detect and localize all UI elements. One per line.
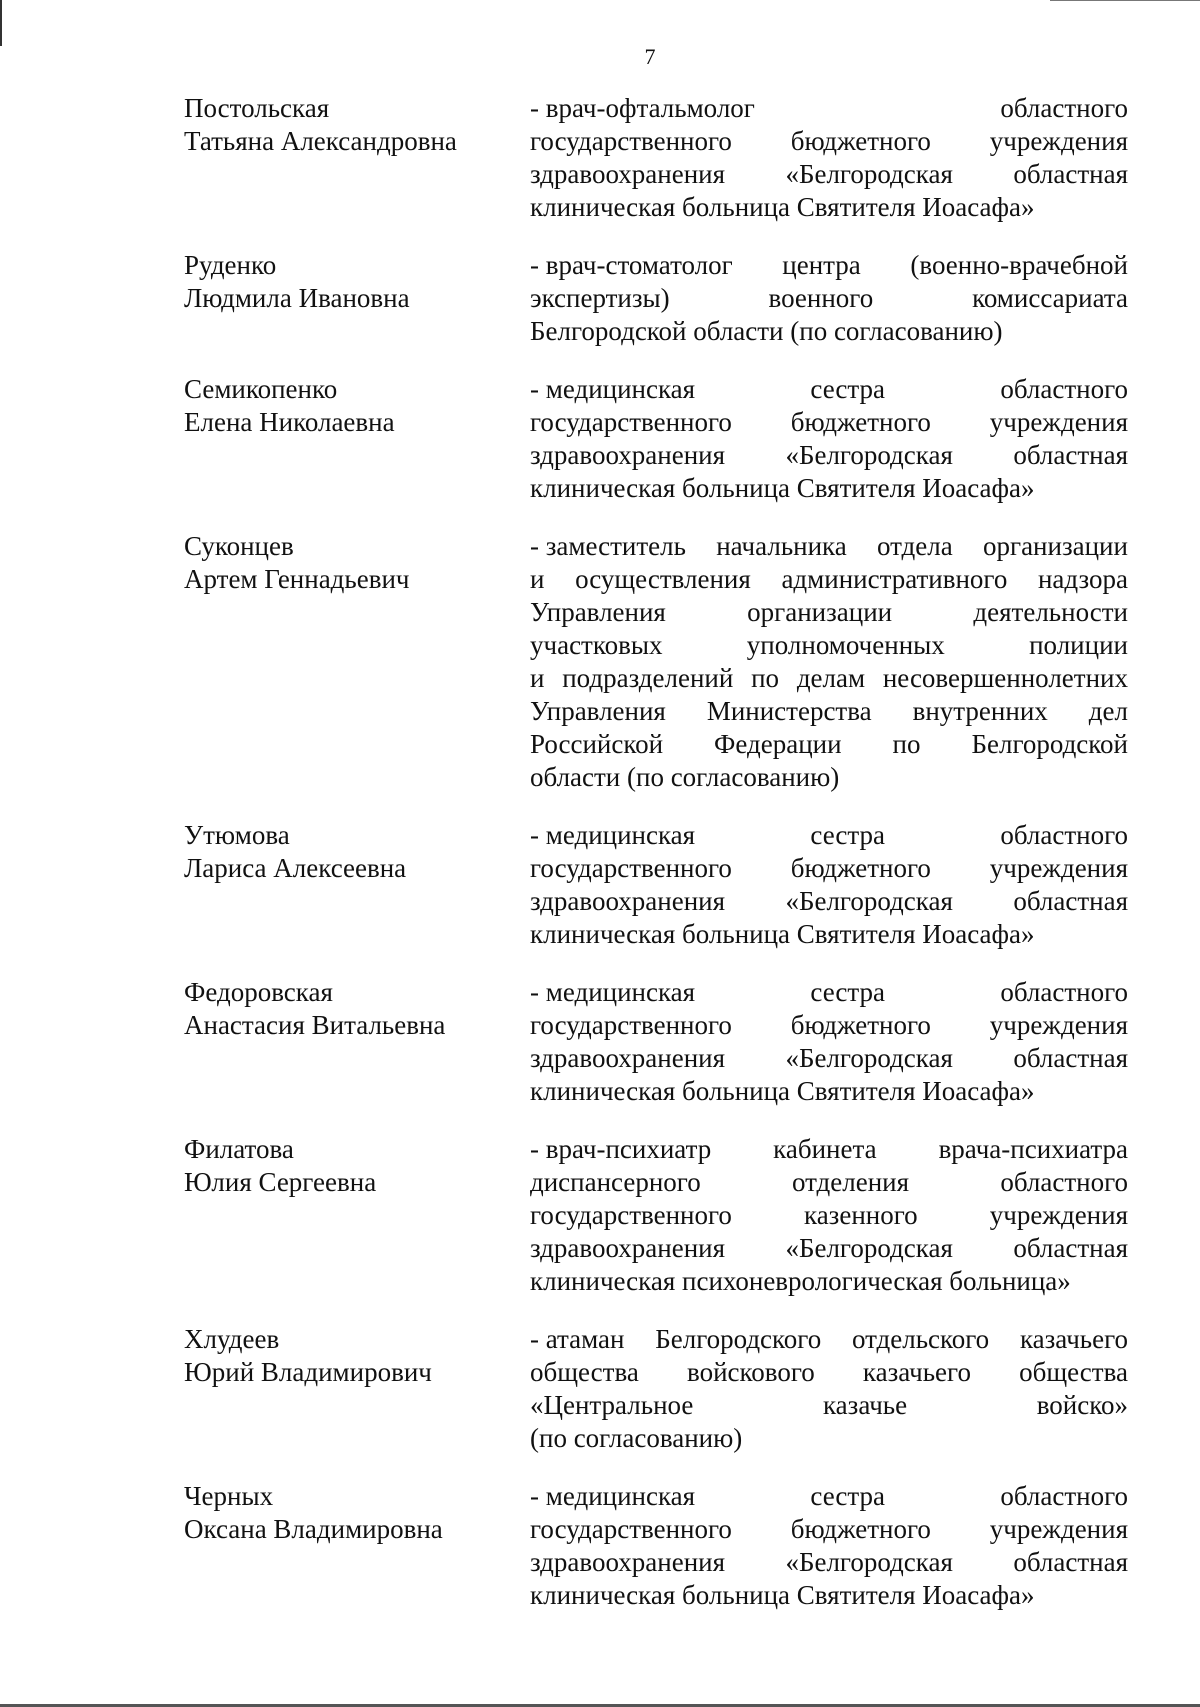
commission-member-list <box>0 92 1200 1637</box>
member-role <box>530 1480 1128 1612</box>
member-role <box>530 530 1128 794</box>
role-line <box>530 92 1128 125</box>
role-text: бюджетного <box>790 1514 931 1544</box>
role-text: Управления <box>530 696 666 726</box>
role-text: Федерации <box>714 729 842 759</box>
role-text: Российской <box>530 729 664 759</box>
role-text: Министерства <box>706 696 872 726</box>
role-text: казачье <box>822 1390 908 1420</box>
role-text: полиции <box>1029 630 1128 660</box>
member-given-names: Юрий Владимирович <box>184 1357 432 1387</box>
role-line <box>530 439 1128 472</box>
role-text: учреждения <box>989 407 1128 437</box>
role-line <box>530 1579 1128 1612</box>
role-text: областная <box>1013 1233 1128 1263</box>
role-text: «Белгородская <box>785 159 953 189</box>
role-text: экспертизы) <box>530 283 670 313</box>
role-text: клиническая больница Святителя Иоасафа» <box>530 919 1035 949</box>
role-text: областного <box>1000 977 1128 1007</box>
role-line <box>530 249 1128 282</box>
member-name <box>184 373 465 505</box>
role-text: областная <box>1013 1043 1128 1073</box>
role-text: бюджетного <box>790 126 931 156</box>
role-text: областного <box>1000 93 1128 123</box>
role-text: государственного <box>530 1514 732 1544</box>
role-line <box>530 472 1128 505</box>
role-text: здравоохранения <box>530 1233 726 1263</box>
role-line <box>530 1389 1128 1422</box>
role-text: казачьего <box>1019 1324 1128 1354</box>
member-role <box>530 819 1128 951</box>
member-name <box>184 1480 465 1612</box>
role-line <box>530 1422 1128 1455</box>
role-text: внутренних <box>912 696 1048 726</box>
role-text: - медицинская <box>530 977 696 1007</box>
role-line <box>530 1199 1128 1232</box>
role-text: «Белгородская <box>785 1547 953 1577</box>
page-number: 7 <box>644 44 656 69</box>
role-text: здравоохранения <box>530 159 726 189</box>
role-line <box>530 406 1128 439</box>
member-surname: Семикопенко <box>184 374 338 404</box>
role-text: учреждения <box>989 1514 1128 1544</box>
role-text: отдела <box>876 531 953 561</box>
role-line <box>530 1232 1128 1265</box>
role-text: участковых <box>530 630 663 660</box>
member-role <box>530 1133 1128 1298</box>
role-text: по <box>751 663 780 693</box>
member-role <box>530 1323 1128 1455</box>
role-text: областная <box>1013 1547 1128 1577</box>
member-name <box>184 976 465 1108</box>
role-text: Управления <box>530 597 666 627</box>
role-text: диспансерного <box>530 1167 701 1197</box>
role-text: здравоохранения <box>530 886 726 916</box>
role-text: государственного <box>530 126 732 156</box>
role-text: военного <box>768 283 874 313</box>
role-line <box>530 530 1128 563</box>
role-text: надзора <box>1037 564 1128 594</box>
role-text: государственного <box>530 853 732 883</box>
role-text: здравоохранения <box>530 440 726 470</box>
role-line <box>530 1009 1128 1042</box>
role-line <box>530 1480 1128 1513</box>
member-entry <box>0 1480 1200 1612</box>
role-text: «Белгородская <box>785 886 953 916</box>
role-line <box>530 158 1128 191</box>
member-entry <box>0 1323 1200 1455</box>
role-text: «Белгородская <box>785 1233 953 1263</box>
member-surname: Руденко <box>184 250 277 280</box>
role-text: бюджетного <box>790 853 931 883</box>
role-text: врача-психиатра <box>938 1134 1128 1164</box>
role-text: и <box>530 564 545 594</box>
role-text: клиническая больница Святителя Иоасафа» <box>530 473 1035 503</box>
role-line <box>530 1075 1128 1108</box>
role-line <box>530 662 1128 695</box>
member-given-names: Юлия Сергеевна <box>184 1167 377 1197</box>
role-text: государственного <box>530 1010 732 1040</box>
role-line <box>530 728 1128 761</box>
role-text: бюджетного <box>790 407 931 437</box>
role-text: казенного <box>803 1200 918 1230</box>
member-role <box>530 249 1128 348</box>
role-text: сестра <box>810 1481 885 1511</box>
role-line <box>530 1546 1128 1579</box>
role-text: бюджетного <box>790 1010 931 1040</box>
role-text: (по согласованию) <box>530 1423 743 1453</box>
role-text: подразделений <box>562 663 734 693</box>
role-text: учреждения <box>989 1200 1128 1230</box>
role-text: области (по согласованию) <box>530 762 840 792</box>
role-text: деятельности <box>973 597 1128 627</box>
role-text: организации <box>983 531 1128 561</box>
role-text: казачьего <box>862 1357 971 1387</box>
role-line <box>530 596 1128 629</box>
role-text: клиническая больница Святителя Иоасафа» <box>530 1580 1035 1610</box>
role-text: Белгородского <box>655 1324 822 1354</box>
member-name <box>184 249 465 348</box>
role-text: областная <box>1013 886 1128 916</box>
member-entry <box>0 373 1200 505</box>
member-entry <box>0 92 1200 224</box>
role-text: областная <box>1013 440 1128 470</box>
member-entry <box>0 249 1200 348</box>
role-text: несовершеннолетних <box>882 663 1128 693</box>
role-text: «Центральное <box>530 1390 694 1420</box>
role-text: - заместитель <box>530 531 686 561</box>
role-text: (военно-врачебной <box>910 250 1128 280</box>
member-role <box>530 976 1128 1108</box>
role-line <box>530 563 1128 596</box>
member-surname: Постольская <box>184 93 330 123</box>
role-text: сестра <box>810 820 885 850</box>
member-surname: Федоровская <box>184 977 333 1007</box>
role-line <box>530 918 1128 951</box>
role-text: - атаман <box>530 1324 625 1354</box>
member-surname: Черных <box>184 1481 274 1511</box>
role-line <box>530 373 1128 406</box>
role-text: по <box>892 729 921 759</box>
role-text: здравоохранения <box>530 1547 726 1577</box>
member-given-names: Оксана Владимировна <box>184 1514 443 1544</box>
member-entry <box>0 976 1200 1108</box>
role-text: общества <box>1019 1357 1128 1387</box>
role-text: сестра <box>810 977 885 1007</box>
member-role <box>530 92 1128 224</box>
role-text: дел <box>1088 696 1128 726</box>
role-text: общества <box>530 1357 639 1387</box>
member-name <box>184 1323 465 1455</box>
role-text: «Белгородская <box>785 1043 953 1073</box>
role-line <box>530 282 1128 315</box>
role-text: начальника <box>716 531 847 561</box>
role-line <box>530 695 1128 728</box>
role-text: и <box>530 663 545 693</box>
role-line <box>530 1265 1128 1298</box>
role-line <box>530 1042 1128 1075</box>
role-line <box>530 315 1128 348</box>
member-entry <box>0 1133 1200 1298</box>
role-line <box>530 1356 1128 1389</box>
member-given-names: Татьяна Александровна <box>184 126 457 156</box>
role-line <box>530 191 1128 224</box>
role-text: делам <box>796 663 866 693</box>
role-line <box>530 761 1128 794</box>
member-name <box>184 92 465 224</box>
member-entry <box>0 819 1200 951</box>
role-text: - врач-офтальмолог <box>530 93 755 123</box>
role-text: областного <box>1000 820 1128 850</box>
scan-edge-mark-left <box>0 0 2 46</box>
role-line <box>530 629 1128 662</box>
role-line <box>530 885 1128 918</box>
role-line <box>530 1323 1128 1356</box>
role-text: учреждения <box>989 853 1128 883</box>
role-text: клиническая больница Святителя Иоасафа» <box>530 1076 1035 1106</box>
member-given-names: Елена Николаевна <box>184 407 395 437</box>
role-text: - медицинская <box>530 1481 696 1511</box>
role-line <box>530 1166 1128 1199</box>
role-text: отделения <box>791 1167 910 1197</box>
role-text: - медицинская <box>530 820 696 850</box>
role-text: государственного <box>530 407 732 437</box>
member-surname: Хлудеев <box>184 1324 280 1354</box>
role-line <box>530 976 1128 1009</box>
role-text: кабинета <box>773 1134 877 1164</box>
role-text: Белгородской области (по согласованию) <box>530 316 1003 346</box>
member-name <box>184 530 465 794</box>
role-text: организации <box>747 597 893 627</box>
role-text: здравоохранения <box>530 1043 726 1073</box>
role-text: учреждения <box>989 126 1128 156</box>
role-line <box>530 1133 1128 1166</box>
member-role <box>530 373 1128 505</box>
role-text: центра <box>782 250 861 280</box>
role-text: войско» <box>1036 1390 1128 1420</box>
role-text: комиссариата <box>972 283 1128 313</box>
role-line <box>530 125 1128 158</box>
scan-edge-mark-top <box>1050 0 1200 1</box>
member-given-names: Лариса Алексеевна <box>184 853 407 883</box>
role-text: клиническая психоневрологическая больница» <box>530 1266 1071 1296</box>
role-text: государственного <box>530 1200 732 1230</box>
member-surname: Утюмова <box>184 820 290 850</box>
role-text: - медицинская <box>530 374 696 404</box>
role-text: областного <box>1000 374 1128 404</box>
role-line <box>530 1513 1128 1546</box>
member-name <box>184 1133 465 1298</box>
role-text: - врач-стоматолог <box>530 250 733 280</box>
role-text: Белгородской <box>971 729 1128 759</box>
role-text: сестра <box>810 374 885 404</box>
role-line <box>530 852 1128 885</box>
role-text: - врач-психиатр <box>530 1134 712 1164</box>
role-text: «Белгородская <box>785 440 953 470</box>
role-text: отдельского <box>851 1324 990 1354</box>
role-text: клиническая больница Святителя Иоасафа» <box>530 192 1035 222</box>
member-surname: Суконцев <box>184 531 294 561</box>
role-text: осуществления <box>575 564 751 594</box>
member-name <box>184 819 465 951</box>
role-text: учреждения <box>989 1010 1128 1040</box>
member-surname: Филатова <box>184 1134 294 1164</box>
role-text: войскового <box>687 1357 815 1387</box>
role-text: уполномоченных <box>746 630 945 660</box>
role-text: административного <box>781 564 1008 594</box>
member-given-names: Людмила Ивановна <box>184 283 410 313</box>
role-text: областная <box>1013 159 1128 189</box>
role-text: областного <box>1000 1481 1128 1511</box>
member-given-names: Артем Геннадьевич <box>184 564 410 594</box>
member-entry <box>0 530 1200 794</box>
role-line <box>530 819 1128 852</box>
role-text: областного <box>1000 1167 1128 1197</box>
member-given-names: Анастасия Витальевна <box>184 1010 446 1040</box>
